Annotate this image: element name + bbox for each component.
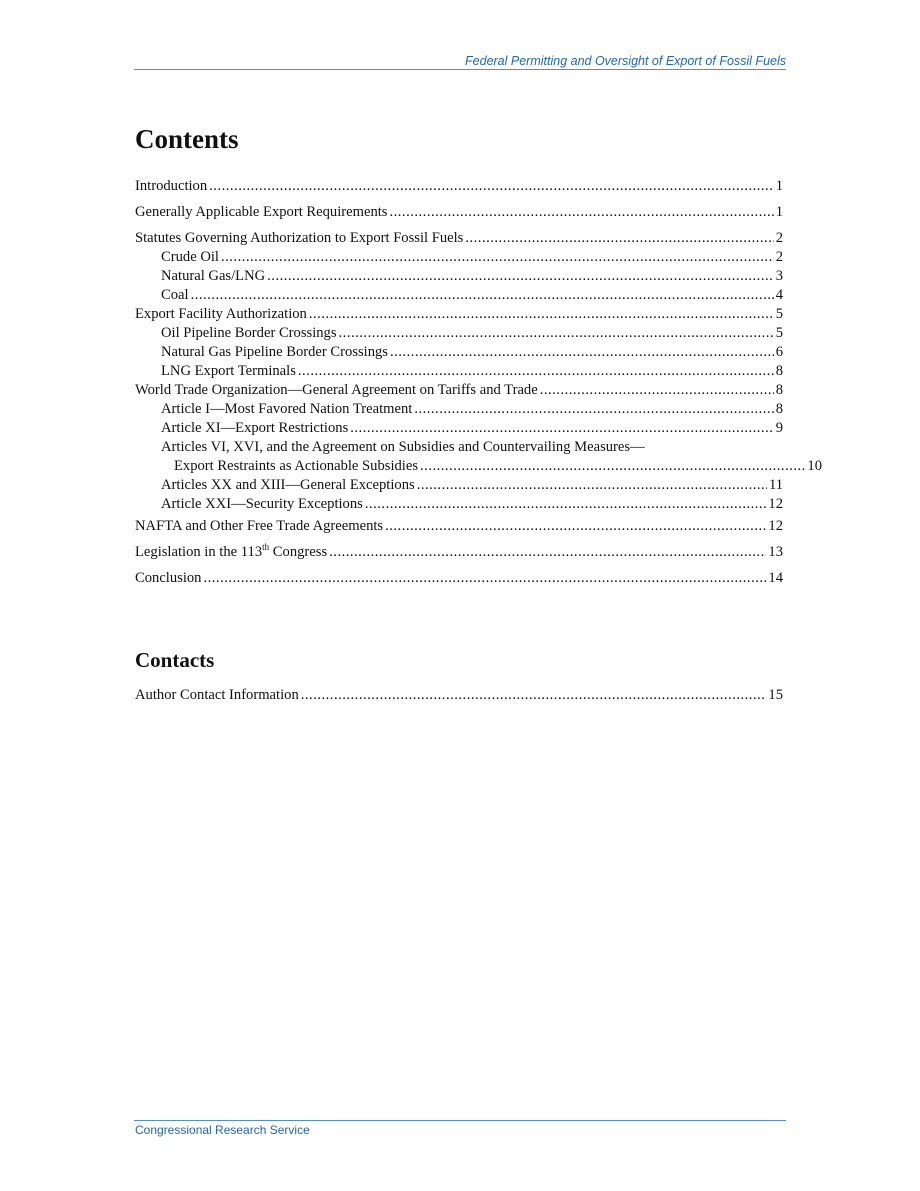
table-of-contents bbox=[135, 177, 822, 588]
toc-entry-label: Conclusion bbox=[135, 570, 202, 586]
toc-entry-label: World Trade Organization—General Agreement on Tariffs and Trade bbox=[135, 382, 538, 398]
toc-entry-articles-xx-xiii[interactable] bbox=[135, 476, 783, 495]
toc-entry-label: Introduction bbox=[135, 178, 208, 194]
toc-entry-label: LNG Export Terminals bbox=[161, 363, 296, 379]
dot-leader bbox=[540, 381, 774, 400]
toc-entry-nafta[interactable] bbox=[135, 517, 783, 536]
toc-entry-lng-terminals[interactable] bbox=[135, 362, 783, 381]
toc-entry-label: Statutes Governing Authorization to Export Fossil Fuels bbox=[135, 230, 464, 246]
toc-entry-articles-vi-xvi[interactable] bbox=[135, 438, 822, 476]
dot-leader bbox=[191, 286, 774, 305]
toc-entry-gas-pipeline[interactable] bbox=[135, 343, 783, 362]
toc-entry-label: Author Contact Information bbox=[135, 687, 299, 703]
footer-rule bbox=[134, 1120, 786, 1121]
dot-leader bbox=[350, 419, 773, 438]
toc-entry-author-contact[interactable] bbox=[135, 686, 783, 705]
toc-page-number: 5 bbox=[775, 306, 783, 322]
toc-page-number: 14 bbox=[768, 570, 783, 586]
toc-entry-article-i[interactable] bbox=[135, 400, 783, 419]
dot-leader bbox=[420, 457, 805, 476]
header-rule bbox=[134, 69, 786, 70]
toc-page-number: 13 bbox=[768, 544, 783, 560]
toc-page-number: 8 bbox=[775, 363, 783, 379]
toc-entry-label-line1: Articles VI, XVI, and the Agreement on Subsidies and Countervailing Measures— bbox=[161, 439, 645, 455]
dot-leader bbox=[417, 476, 767, 495]
toc-entry-label: Natural Gas Pipeline Border Crossings bbox=[161, 344, 388, 360]
label-pre: Legislation in the 113 bbox=[135, 544, 263, 560]
dot-leader bbox=[209, 177, 774, 196]
toc-entry-label: Articles XX and XIII—General Exceptions bbox=[161, 477, 415, 493]
toc-entry-coal[interactable] bbox=[135, 286, 783, 305]
toc-entry-label: Article XXI—Security Exceptions bbox=[161, 496, 363, 512]
dot-leader bbox=[203, 569, 766, 588]
toc-entry-label bbox=[135, 543, 327, 562]
dot-leader bbox=[298, 362, 774, 381]
dot-leader bbox=[221, 248, 774, 267]
label-post: Congress bbox=[269, 544, 328, 560]
toc-page-number: 3 bbox=[775, 268, 783, 284]
toc-entry-crude-oil[interactable] bbox=[135, 248, 783, 267]
dot-leader bbox=[329, 543, 766, 562]
toc-page-number: 10 bbox=[807, 458, 822, 474]
dot-leader bbox=[390, 343, 774, 362]
toc-page-number: 12 bbox=[768, 496, 783, 512]
contacts-title: Contacts bbox=[135, 648, 215, 672]
dot-leader bbox=[389, 203, 773, 222]
toc-entry-wto-gatt[interactable] bbox=[135, 381, 783, 400]
toc-page-number: 9 bbox=[775, 420, 783, 436]
toc-entry-label: Article I—Most Favored Nation Treatment bbox=[161, 401, 413, 417]
toc-entry-label: NAFTA and Other Free Trade Agreements bbox=[135, 518, 384, 534]
toc-entry-label: Oil Pipeline Border Crossings bbox=[161, 325, 337, 341]
toc-page-number: 12 bbox=[768, 518, 783, 534]
running-header: Federal Permitting and Oversight of Export of Fossil Fuels bbox=[465, 54, 786, 68]
toc-page-number: 5 bbox=[775, 325, 783, 341]
contents-title: Contents bbox=[135, 124, 239, 154]
dot-leader bbox=[385, 517, 766, 536]
toc-entry-export-facility[interactable] bbox=[135, 305, 783, 324]
toc-page-number: 2 bbox=[775, 249, 783, 265]
toc-entry-article-xxi[interactable] bbox=[135, 495, 783, 514]
ordinal-superscript: th bbox=[262, 542, 270, 553]
dot-leader bbox=[465, 229, 773, 248]
toc-entry-label: Natural Gas/LNG bbox=[161, 268, 266, 284]
toc-page-number: 8 bbox=[775, 401, 783, 417]
toc-entry-label: Article XI—Export Restrictions bbox=[161, 420, 349, 436]
toc-entry-statutes[interactable] bbox=[135, 229, 783, 248]
dot-leader bbox=[301, 686, 767, 705]
toc-page-number: 6 bbox=[775, 344, 783, 360]
toc-entry-label: Export Facility Authorization bbox=[135, 306, 307, 322]
dot-leader bbox=[309, 305, 774, 324]
toc-entry-natural-gas-lng[interactable] bbox=[135, 267, 783, 286]
toc-entry-introduction[interactable] bbox=[135, 177, 783, 196]
dot-leader bbox=[339, 324, 774, 343]
dot-leader bbox=[365, 495, 767, 514]
toc-entry-conclusion[interactable] bbox=[135, 569, 783, 588]
toc-entry-legislation[interactable] bbox=[135, 543, 783, 562]
toc-entry-article-xi[interactable] bbox=[135, 419, 783, 438]
toc-entry-label: Crude Oil bbox=[161, 249, 219, 265]
toc-page-number: 2 bbox=[775, 230, 783, 246]
toc-entry-label: Generally Applicable Export Requirements bbox=[135, 204, 388, 220]
contacts-list bbox=[135, 686, 783, 705]
toc-page-number: 1 bbox=[775, 204, 783, 220]
running-footer: Congressional Research Service bbox=[135, 1123, 310, 1137]
toc-entry-label-line2: Export Restraints as Actionable Subsidies bbox=[174, 458, 419, 474]
toc-entry-label: Coal bbox=[161, 287, 189, 303]
toc-entry-oil-pipeline[interactable] bbox=[135, 324, 783, 343]
dot-leader bbox=[267, 267, 774, 286]
toc-page-number: 4 bbox=[775, 287, 783, 303]
toc-page-number: 8 bbox=[775, 382, 783, 398]
toc-page-number: 1 bbox=[775, 178, 783, 194]
toc-entry-export-requirements[interactable] bbox=[135, 203, 783, 222]
toc-page-number: 11 bbox=[768, 477, 783, 493]
toc-page-number: 15 bbox=[768, 687, 783, 703]
dot-leader bbox=[414, 400, 773, 419]
